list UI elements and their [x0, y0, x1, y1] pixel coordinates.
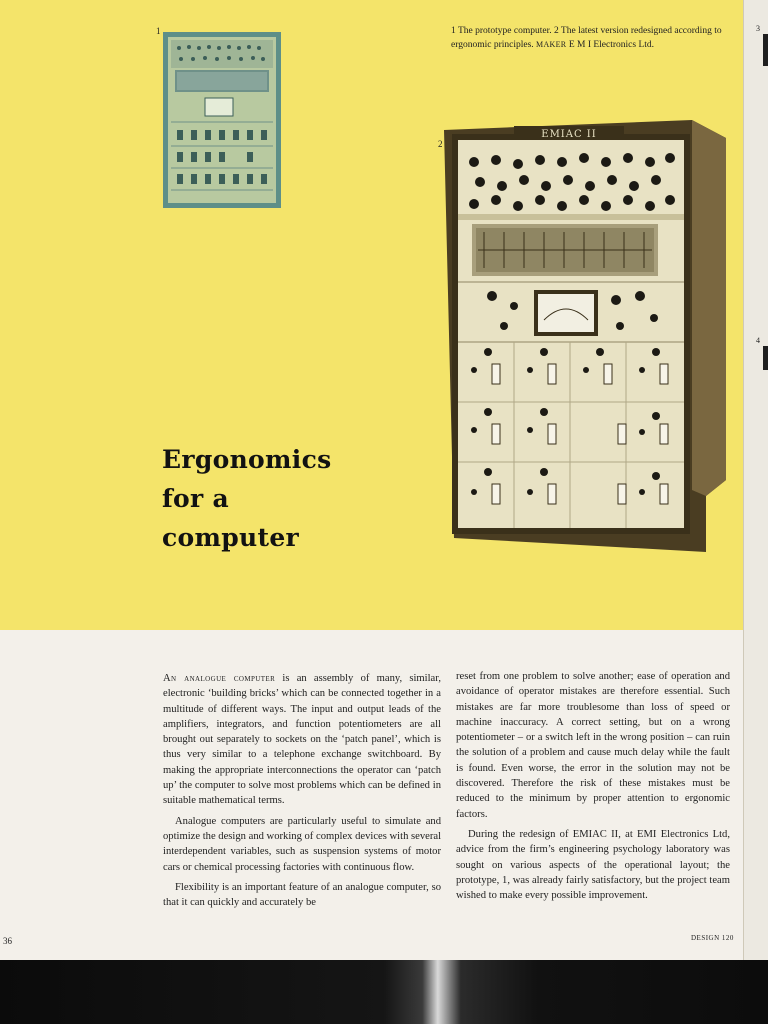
body-column-right: [456, 669, 730, 903]
lead-in: An analogue computer: [163, 673, 276, 684]
facing-page-image-edge: [763, 346, 768, 370]
title-line-2: for a: [162, 484, 230, 513]
body-column-left: [163, 671, 441, 910]
computer-nameplate: EMIAC II: [541, 129, 597, 140]
page-number-left: 36: [3, 936, 12, 946]
title-line-1: Ergonomics: [162, 445, 332, 474]
article-title: [162, 440, 331, 557]
facing-page-number-3: 3: [756, 24, 760, 33]
facing-page-image-edge: [763, 34, 768, 66]
emiac-ii-computer-photo: [444, 120, 726, 552]
paragraph: During the redesign of EMIAC II, at EMI Electronics Ltd, advice from the firm’s engineering psychology laboratory was sought on various aspects of the operational layout; the prototype, 1, was already fairly satisfactory, but the project team wished to make every possible improvement.: [456, 828, 730, 902]
facing-page-edge: [743, 0, 768, 960]
figure-label-2: 2: [438, 139, 443, 149]
title-line-3: computer: [162, 523, 300, 552]
figure-caption: 1 The prototype computer. 2 The latest version redesigned according to ergonomic principles. MAKER E M I Electronics Ltd.: [451, 26, 722, 50]
paragraph: Analogue computers are particularly useful to simulate and optimize the design and working of complex devices with several interdependent variables, such as suspension systems of motor cars or chemical processing factories with continuous flow.: [163, 815, 442, 873]
paragraph: An analogue computer is an assembly of many, similar, electronic ‘building bricks’ which can be connected together in a multitude of different ways. The input and output leads of the amplifiers, integrators, and function potentiometers are all brought out separately to sockets on the ‘patch panel’, which is thus very similar to a telephone exchange switchboard. By making the appropriate interconnections the operator can ‘patch up’ the computer to solve most problems which can be defined in suitable mathematical terms.: [163, 673, 441, 807]
paragraph: Flexibility is an important feature of an analogue computer, so that it can quickly and accurately be: [163, 881, 441, 909]
paragraph: reset from one problem to solve another; ease of operation and avoidance of operator mistakes are therefore essential. Such mistakes are far more troublesome than loss of speed or machine inaccuracy. A correct setting, but on a wrong potentiometer – or a switch left in the wrong position – can ruin the solution of a problem and cause much delay while the fault is found. Even worse, the error in the solution may not be discovered. Therefore the risk of these mistakes must be reduced to the minimum by proper attention to ergonomic factors.: [456, 671, 730, 820]
facing-page-number-4: 4: [756, 336, 760, 345]
scan-background: [0, 960, 768, 1024]
page-footer-right: DESIGN 120: [691, 934, 734, 942]
figure-label-1: 1: [156, 26, 161, 36]
prototype-computer-photo: [163, 32, 281, 208]
